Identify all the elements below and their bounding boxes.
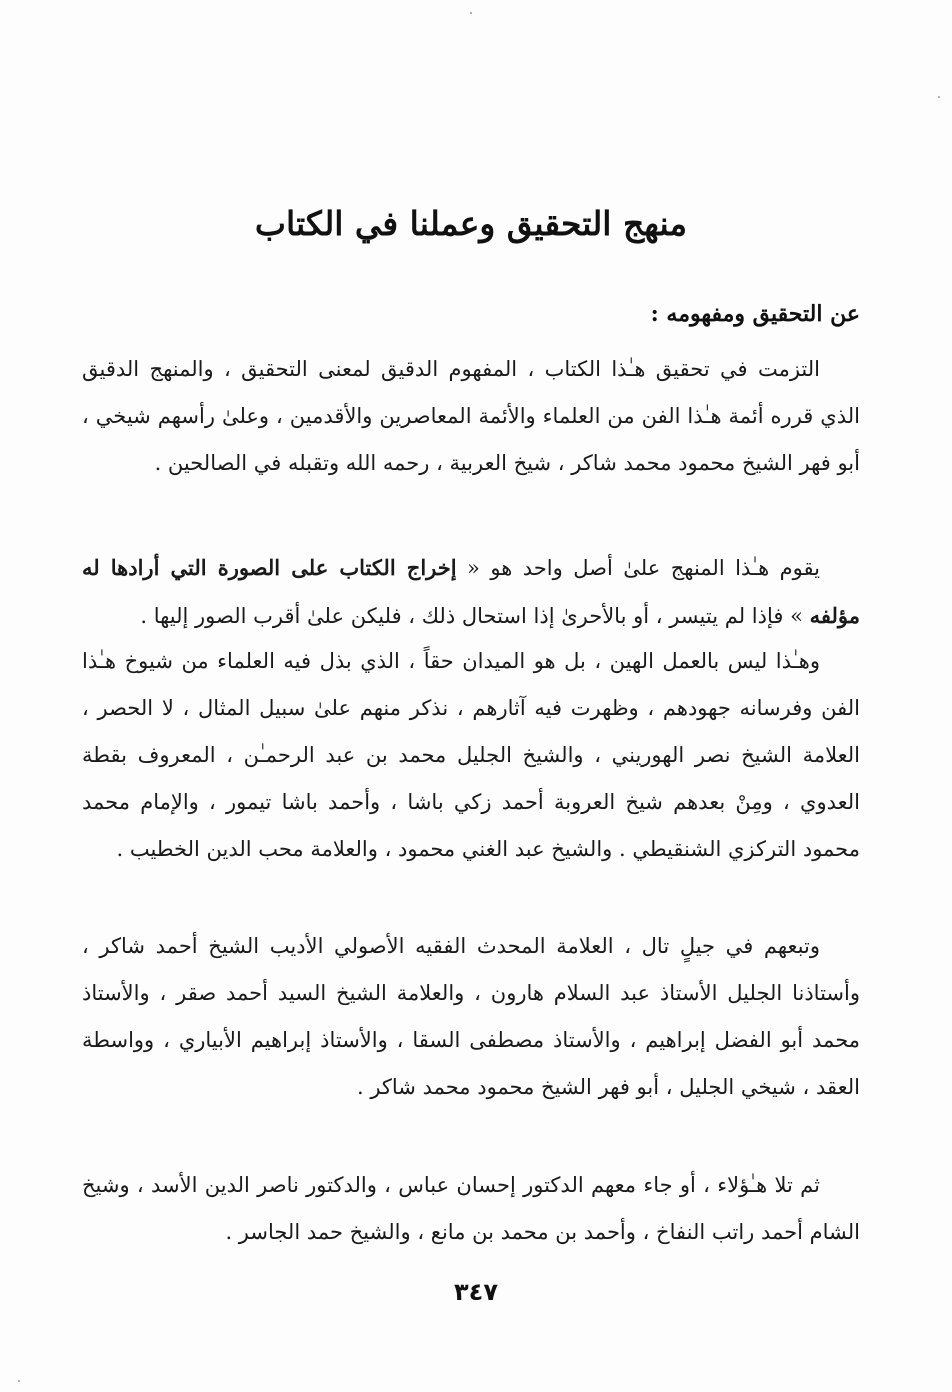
paragraph-5: ثم تلا هـٰؤلاء ، أو جاء معهم الدكتور إحسان عباس ، والدكتور ناصر الدين الأسد ، وشيخ الشام أحمد راتب النفاخ ، وأحمد بن محمد بن مانع ، والشيخ حمد الجاسر . [82, 1173, 860, 1244]
paragraph-1: التزمت في تحقيق هـٰذا الكتاب ، المفهوم الدقيق لمعنى التحقيق ، والمنهج الدقيق الذي قرره أئمة هـٰذا الفن من العلماء والأئمة المعاصرين والأقدمين ، وعلىٰ رأسهم شيخي ، أبو فهر الشيخ محمود محمد شاكر ، شيخ العربية ، رحمه الله وتقبله في الصالحين . [82, 357, 860, 475]
paragraph-2-bold-quote: إخراج الكتاب على الصورة التي أرادها له مؤلفه [82, 555, 860, 628]
paragraph-4: وتبعهم في جيلٍ تال ، العلامة المحدث الفقيه الأصولي الأديب الشيخ أحمد شاكر ، وأستاذنا الجليل الأستاذ عبد السلام هارون ، والعلامة الشيخ السيد أحمد صقر ، والأستاذ محمد أبو الفضل إبراهيم ، والأستاذ مصطفى السقا ، والأستاذ إبراهيم الأبياري ، وواسطة العقد ، شيخي الجليل ، أبو فهر الشيخ محمود محمد شاكر . [82, 934, 860, 1099]
paragraph-2-rest: » فإذا لم يتيسر ، أو بالأحرىٰ إذا استحال ذلك ، فليكن علىٰ أقرب الصور إليها . [140, 604, 810, 628]
page-title: منهج التحقيق وعملنا في الكتاب [254, 204, 688, 243]
scan-speck [470, 12, 472, 14]
paragraph-2-intro: يقوم هـٰذا المنهج علىٰ أصل واحد هو « [456, 556, 820, 580]
section-subheading: عن التحقيق ومفهومه : [650, 301, 860, 327]
paragraph-3: وهـٰذا ليس بالعمل الهين ، بل هو الميدان حقاً ، الذي بذل فيه العلماء من شيوخ هـٰذا الفن وفرسانه جهودهم ، وظهرت فيه آثارهم ، نذكر منهم علىٰ سبيل المثال ، لا الحصر ، العلامة الشيخ نصر الهوريني ، والشيخ الجليل محمد بن عبد الرحمـٰن ، المعروف بقطة العدوي ، ومِنْ بعدهم شيخ العروبة أحمد زكي باشا ، وأحمد باشا تيمور ، والإمام محمد محمود التركزي الشنقيطي . والشيخ عبد الغني محمود ، والعلامة محب الدين الخطيب . [82, 649, 860, 861]
page-number: ٣٤٧ [454, 1278, 498, 1306]
paragraph-2 [82, 544, 860, 640]
scan-speck [18, 1380, 20, 1382]
scan-speck [938, 96, 940, 98]
